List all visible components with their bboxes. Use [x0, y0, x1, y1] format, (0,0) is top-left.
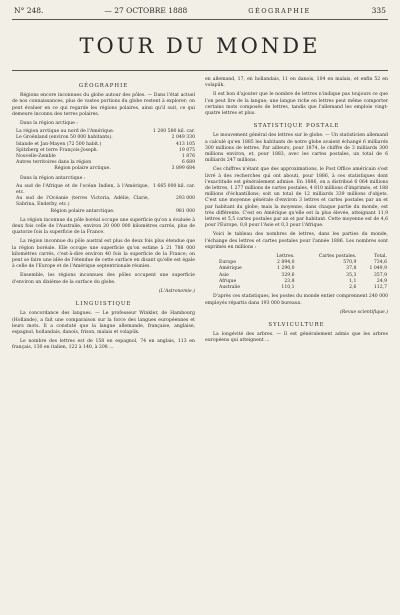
table-row: Asie 329,6 35,3 357,9 — [219, 272, 387, 278]
list-item: Autres territoires dans la région 6 689 — [16, 160, 195, 166]
geography-paragraph: La région inconnue du pôle austral est plus de deux fois plus étendue que la région boréale. Elle occupe une superficie qu'on estime à 21 788 000 kilomètres carrés, c'est-à-dire environ 40 fois la superficie de la France; on peut se faire une idée de l'étendue de cette surface en disant qu'elle est égale à celle de l'Europe et de l'Amérique septentrionale réunies. — [12, 239, 195, 270]
table-row: Afrique 23,8 1,1 24,9 — [219, 278, 387, 284]
page-title: TOUR DU MONDE — [79, 34, 321, 58]
list-item: Islande et Jan-Mayen (72 500 habit.) 413 105 — [16, 141, 195, 147]
page-number: 335 — [371, 6, 386, 15]
antarctic-list — [12, 184, 195, 215]
issue-date: — 27 OCTOBRE 1888 — [104, 6, 188, 15]
statistics-paragraph: Le mouvement général des lettres sur le globe. — Un statisticien allemand a calculé qu'en 1885 les habitants de notre globe avaient échangé 6 milliards 300 millions de lettres. Par ailleurs, pour 1874, le chiffre de 3 milliards 300 millions environ, et, pour 1883, avec les cartes postales, un total de 6 milliards 247 millions. — [205, 133, 388, 164]
running-header — [12, 6, 388, 20]
arctic-list — [12, 129, 195, 172]
arctic-intro: Dans la région arctique : — [20, 121, 78, 127]
issue-number: N° 248. — [14, 6, 44, 15]
list-item: Au sud de l'Océanie (terres Victoria, Adélie, Clarie, Sabrina, Enderby, etc.) 293 000 — [16, 196, 195, 208]
antarctic-intro: Dans la région antarctique : — [20, 175, 86, 181]
antarctic-total: Région polaire antarctique. 981 000 — [50, 208, 195, 214]
continued-paragraph: Il est bon d'ajouter que le nombre de lettres n'indique pas toujours ce que l'on peut lire de la langue; une langue riche en lettres peut même comporter certains mots composés de lettres, tandis que l'allemand les emploie vingt-quatre lettres et plus. — [205, 92, 388, 117]
statistics-paragraph: D'après ces statistiques, les postes du monde entier comprennent 240 000 employés répartis dans 193 000 bureaux. — [205, 294, 388, 306]
list-item: Le Groënland (environ 50 000 habitants). 2 049 330 — [16, 135, 195, 141]
list-item: La région arctique au nord de l'Amérique. 1 200 580 kil. car. — [16, 129, 195, 135]
postal-table — [205, 254, 388, 291]
linguistics-heading: LINGUISTIQUE — [75, 301, 132, 308]
geography-source: (L'Astronomie.) — [158, 288, 195, 294]
header-section: GÉOGRAPHIE — [248, 7, 311, 15]
table-row: Australie 110,1 2,6 112,7 — [219, 285, 387, 291]
text-columns — [12, 77, 388, 355]
geography-paragraph: Ensemble, les régions inconnues des pôles occupent une superficie d'environ un dixième de la surface du globe. — [12, 273, 195, 285]
sylviculture-heading: SYLVICULTURE — [268, 321, 325, 328]
geography-paragraph: Régions encore inconnues du globe autour des pôles. — Dans l'état actuel de nos connaissances, plus de vastes portions du globe restent à explorer; on peut évaluer en ce qui regarde les régions polaires, ainsi qu'il suit, ce qui demeure inconnu des terres polaires. — [12, 93, 195, 117]
geography-paragraph: La région inconnue du pôle boréal occupe une superficie qu'on a évaluée à deux fois celle de l'Australie, environ 20 000 000 kilomètres carrés, plus de quatorze fois la superficie de la France. — [12, 217, 195, 236]
title-rule — [12, 70, 388, 71]
list-item: Spitzberg et terre François-Joseph. 19 075 — [16, 147, 195, 153]
linguistics-paragraph: La concordance des langues. — Le professeur Winkler, de Hambourg (Hollande), a fait une comparaison sur la force des langues européennes et leurs mots. Il a constaté que la langue allemande, française, anglaise, espagnol, hollandais, danois, frison, malais et volapük. — [12, 311, 195, 335]
statistics-heading: STATISTIQUE POSTALE — [253, 123, 340, 130]
table-row: Amérique 1 290,0 37,8 1 049,9 — [219, 266, 387, 272]
statistics-source: (Revue scientifique.) — [339, 309, 388, 315]
list-item: Au sud de l'Afrique et de l'océan Indien, à l'Amérique, etc. 1 665 000 kil. car. — [16, 183, 195, 196]
list-item: Nouvelle-Zemble 1 876 — [16, 154, 195, 160]
table-header-row: Lettres. Cartes postales. Total. — [276, 254, 387, 260]
left-column — [12, 77, 195, 355]
arctic-total: Région polaire arctique. 3 899 684 — [54, 166, 195, 172]
continued-paragraph: en allemand, 17, en hollandais, 11 en danois, 104 en malais, et enfin 52 en volapük. — [205, 77, 388, 89]
linguistics-paragraph: Le nombre des lettres est de 158 en espagnol, 74 en anglais, 113 en français, 130 en italien, 122 à 140, à 208 ... — [12, 339, 195, 351]
statistics-paragraph: Voici le tableau des nombres de lettres, dans les parties du monde, l'échange des lettres et cartes postales pour l'année 1886. Les nombres sont exprimés en millions : — [205, 232, 388, 250]
geography-heading: GÉOGRAPHIE — [78, 83, 129, 89]
sylviculture-paragraph: La longévité des arbres. — Il est généralement admis que les arbres européens qui atteignent ... — [205, 332, 388, 344]
statistics-paragraph: Ces chiffres n'étant que des approximations, le Post Office américain s'est livré à des recherches qui ont abouti, pour 1886, à ces statistiques dont l'exactitude est généralement admise. En 1886, on a distribué 6 064 millions de lettres, 1 277 millions de cartes postales, 4 810 millions d'imprimés, et 188 millions d'échantillons; soit un total de 12 milliards 339 millions d'objets. C'est une moyenne générale d'environ 3 lettres et cartes postales par an et par habitant du globe; mais la moyenne, dans chaque partie du monde, est très différente. C'est en Amérique qu'elle est la plus élevée, atteignant 11,9 lettres et 5,5 cartes postales par an et par habitant. Cette moyenne est de 4,6 pour l'Europe, 0,8 pour l'Asie et 0,3 pour l'Afrique. — [205, 167, 388, 229]
table-row: Europe 2 894,0 570,9 734,6 — [219, 260, 387, 266]
right-column — [205, 77, 388, 355]
